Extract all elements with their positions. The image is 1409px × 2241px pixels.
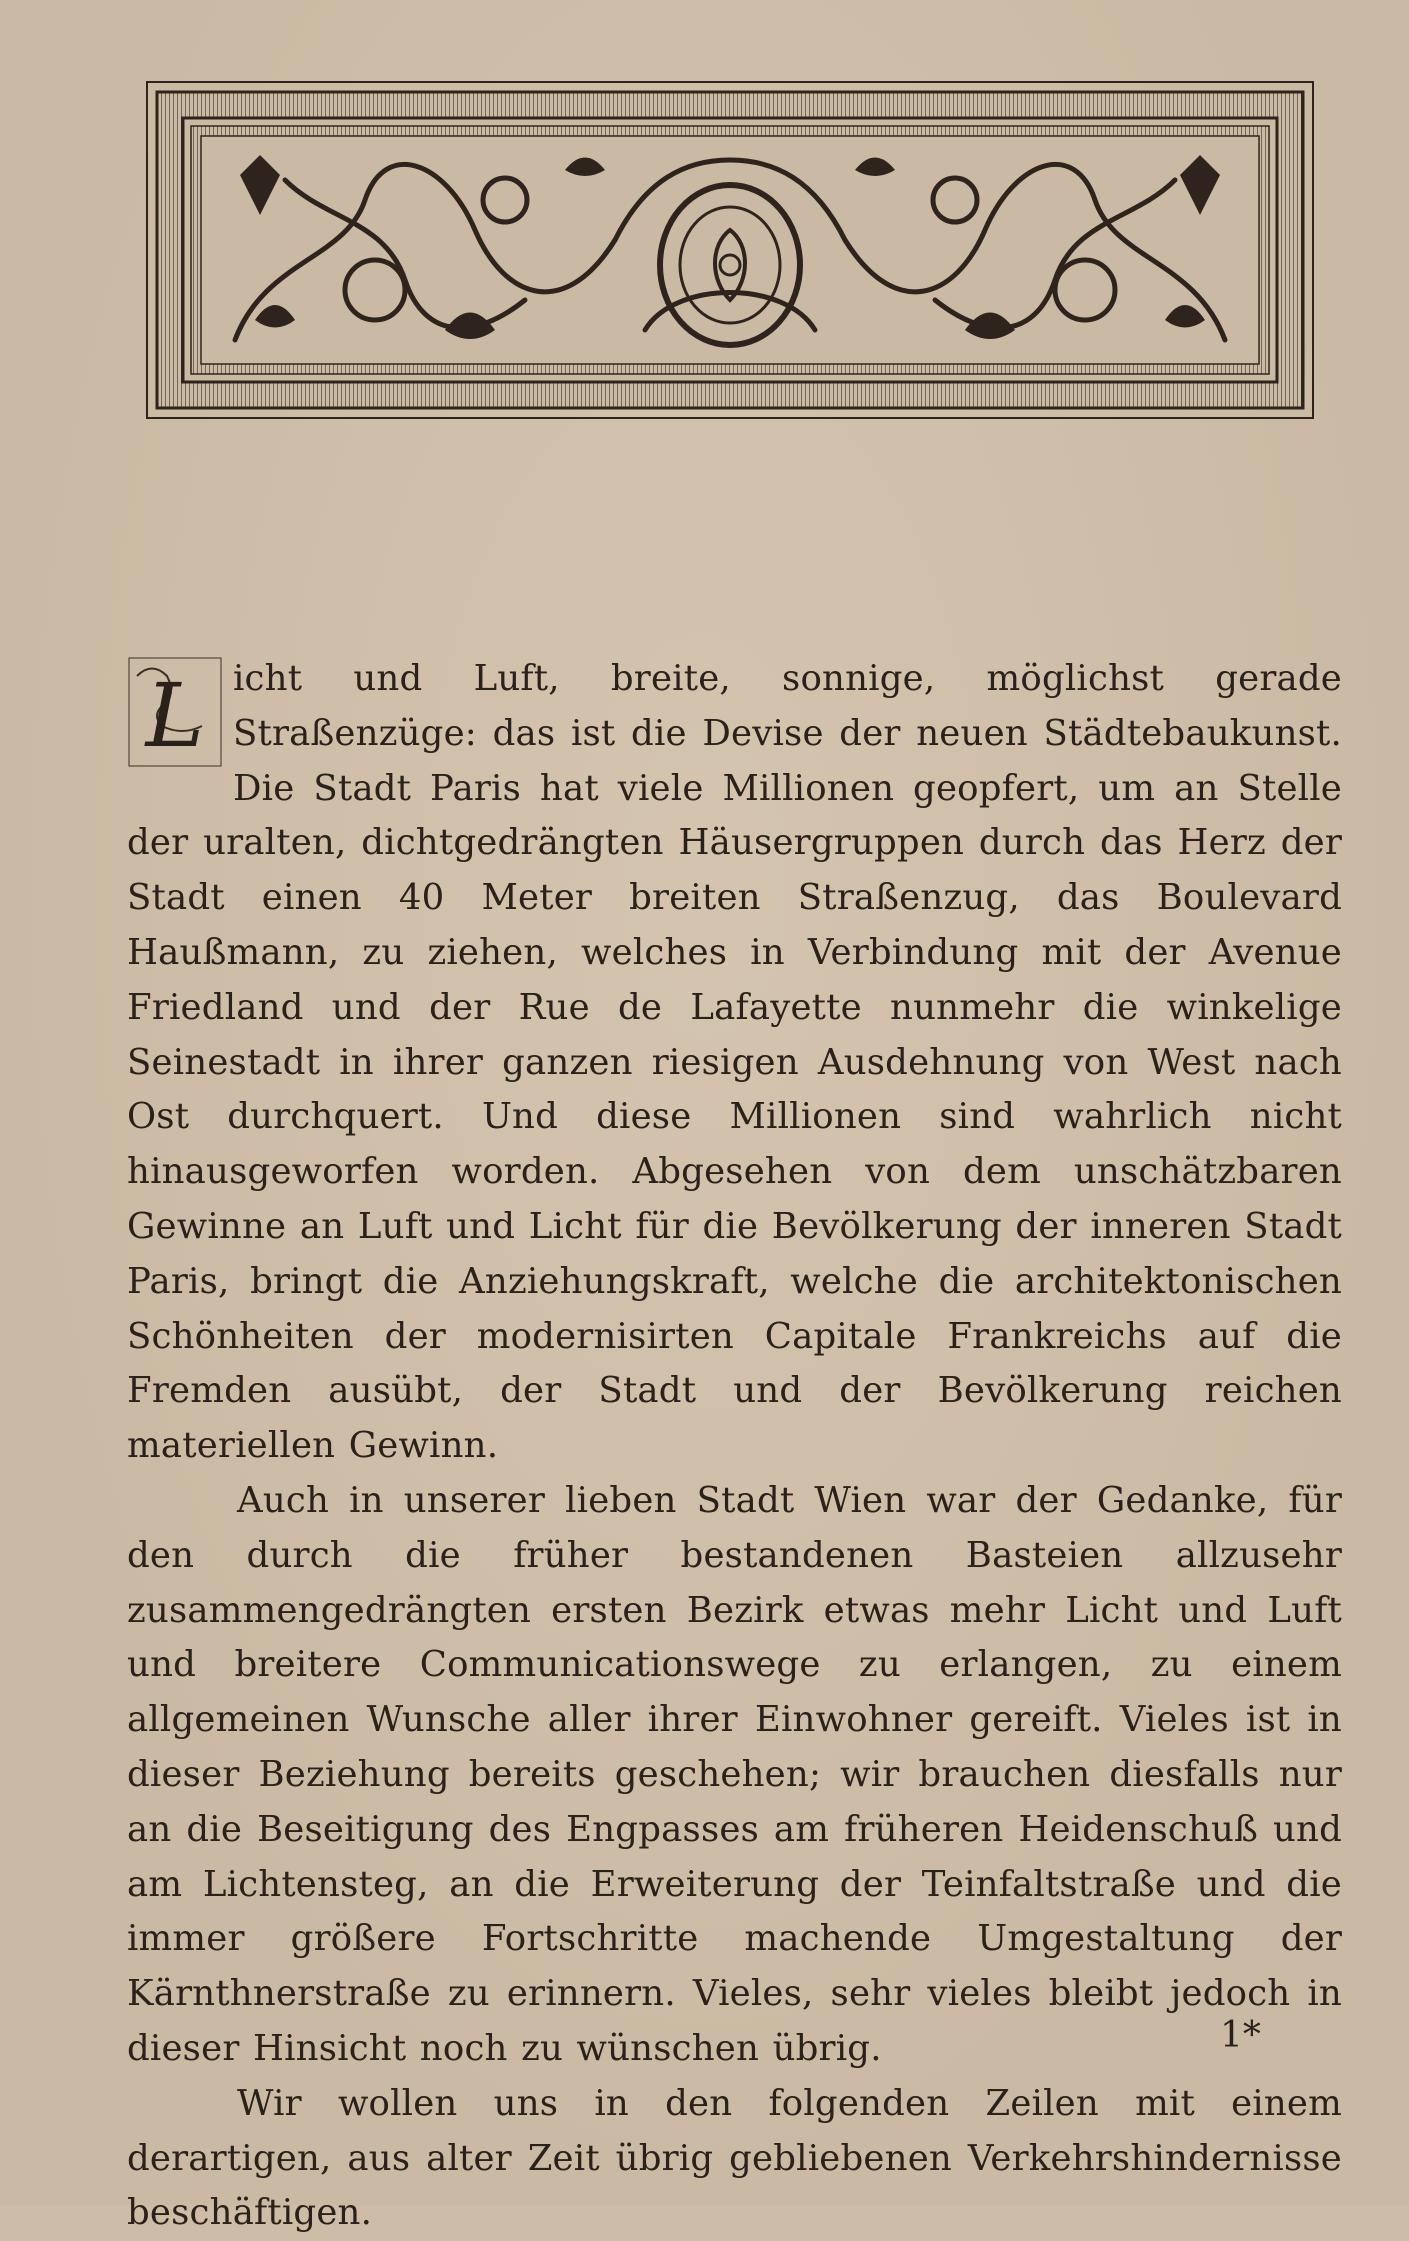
drop-cap	[127, 656, 223, 768]
ornament-illustration	[145, 80, 1315, 420]
signature-mark: 1*	[1220, 2015, 1261, 2056]
paragraph-2-text: Auch in unserer lieben Stadt Wien war der Gedanke, für den durch die früher bestandenen Basteien allzusehr zusammengedrängten ersten Bezirk etwas mehr Licht und Luft und breitere Communicationswege zu erlangen, zu einem allgemeinen Wunsche aller ihrer Einwohner gereift. Vieles ist in dieser Beziehung bereits geschehen; wir brauchen diesfalls nur an die Beseitigung des Engpasses am früheren Heidenschuß und am Lichtensteg, an die Erweiterung der Teinfaltstraße und die immer größere Fortschritte machende Umgestaltung der Kärnthnerstraße zu erinnern. Vieles, sehr vieles bleibt jedoch in dieser Hinsicht noch zu wünschen übrig.	[127, 1479, 1342, 2069]
text-block	[127, 652, 1342, 2241]
ornamental-headpiece	[145, 80, 1315, 420]
paragraph-1	[127, 652, 1342, 1474]
paragraph-3-text: Wir wollen uns in den folgenden Zeilen mit einem derartigen, aus alter Zeit übrig gebliebenen Verkehrshindernisse beschäftigen.	[127, 2082, 1342, 2234]
paragraph-3	[127, 2077, 1342, 2241]
drop-cap-ornament	[127, 656, 223, 768]
drop-cap-letter: L	[145, 664, 205, 767]
paragraph-2	[127, 1474, 1342, 2077]
paragraph-1-text: icht und Luft, breite, sonnige, möglichst gerade Straßenzüge: das ist die Devise der neuen Städtebaukunst. Die Stadt Paris hat viele Millionen geopfert, um an Stelle der uralten, dichtgedrängten Häusergruppen durch das Herz der Stadt einen 40 Meter breiten Straßenzug, das Boulevard Haußmann, zu ziehen, welches in Verbindung mit der Avenue Friedland und der Rue de Lafayette nunmehr die winkelige Seinestadt in ihrer ganzen riesigen Ausdehnung von West nach Ost durchquert. Und diese Millionen sind wahrlich nicht hinausgeworfen worden. Abgesehen von dem unschätzbaren Gewinne an Luft und Licht für die Bevölkerung der inneren Stadt Paris, bringt die Anziehungskraft, welche die architektonischen Schönheiten der modernisirten Capitale Frankreichs auf die Fremden ausübt, der Stadt und der Bevölkerung reichen materiellen Gewinn.	[127, 658, 1342, 1467]
